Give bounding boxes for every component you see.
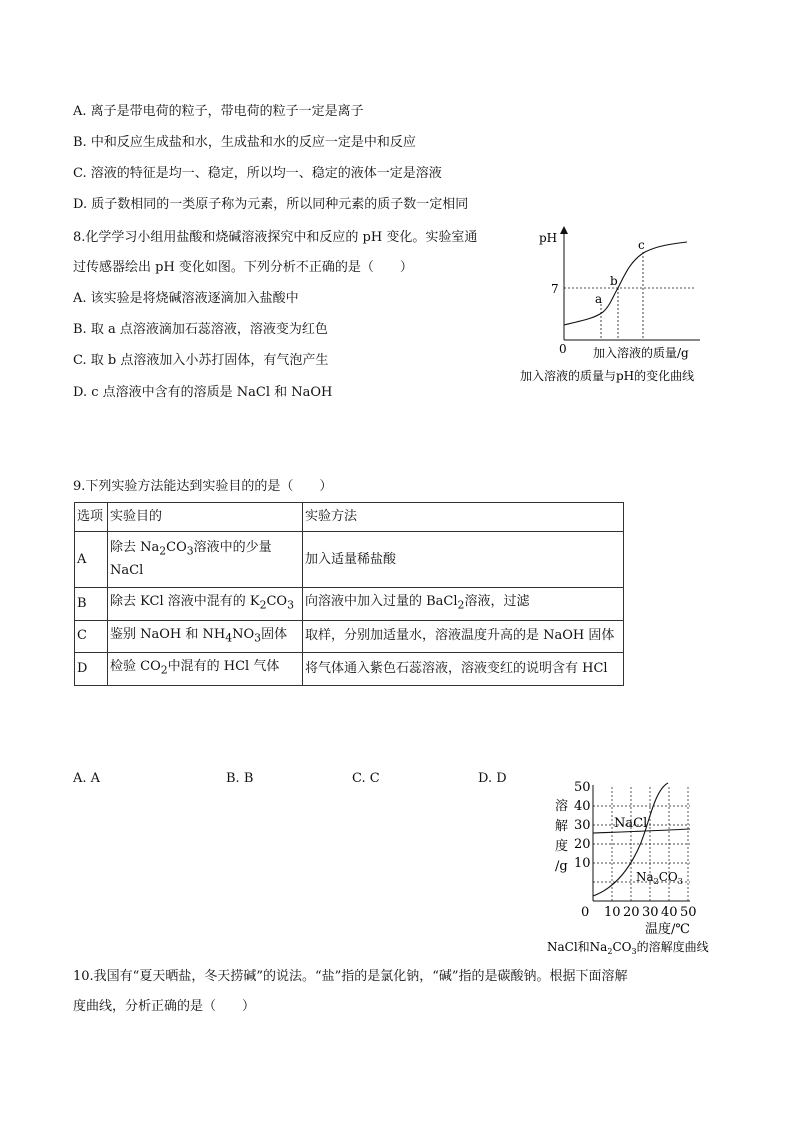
q7-option-a: A. 离子是带电荷的粒子，带电荷的粒子一定是离子 <box>73 104 364 119</box>
sol-y-tick-10: 10 <box>574 856 591 871</box>
q9-table <box>74 502 624 686</box>
ph-point-c: c <box>638 238 645 252</box>
row-method: 加入适量稀盐酸 <box>303 532 624 588</box>
header-goal: 实验目的 <box>108 503 303 532</box>
table-row <box>75 588 624 621</box>
na2co3-label: $Na_2CO_3$ <box>636 870 683 886</box>
ph-tick-7: 7 <box>551 282 559 296</box>
q10-stem-line1: 10.我国有“夏天晒盐，冬天捞碱”的说法。“盐”指的是氯化钠，“碱”指的是碳酸钠。根据下面溶解 <box>73 969 628 984</box>
row-method: 向溶液中加入过量的 BaCl$_2$溶液，过滤 <box>303 588 624 621</box>
ph-y-label: pH <box>539 231 558 245</box>
sol-x-tick-50: 50 <box>680 905 697 920</box>
sol-y-label-2: 解 <box>555 819 569 834</box>
q9-answer-a: A. A <box>73 771 101 786</box>
ph-origin: 0 <box>559 342 567 356</box>
ph-x-label: 加入溶液的质量/g <box>593 346 689 360</box>
header-option: 选项 <box>75 503 108 532</box>
q9-answer-c: C. C <box>352 771 380 786</box>
row-goal: 除去 KCl 溶液中混有的 $K_2CO_3$ <box>108 588 303 621</box>
q7-option-d: D. 质子数相同的一类原子称为元素，所以同种元素的质子数一定相同 <box>73 197 469 212</box>
solubility-chart <box>540 773 740 958</box>
nacl-label: NaCl <box>614 816 648 831</box>
ph-caption: 加入溶液的质量与pH的变化曲线 <box>520 369 695 383</box>
sol-y-tick-40: 40 <box>574 799 591 814</box>
header-method: 实验方法 <box>303 503 624 532</box>
sol-x-label: 温度/℃ <box>645 922 690 937</box>
row-option: C <box>75 620 108 653</box>
row-goal: 除去 $Na_2CO_3$溶液中的少量 NaCl <box>108 532 303 588</box>
table-row <box>75 532 624 588</box>
row-goal: 检验 $CO_2$中混有的 HCl 气体 <box>108 653 303 686</box>
q7-option-b: B. 中和反应生成盐和水，生成盐和水的反应一定是中和反应 <box>73 135 416 150</box>
sol-x-tick-20: 20 <box>623 905 640 920</box>
q8-stem-line2: 过传感器绘出 pH 变化如图。下列分析不正确的是（ ） <box>73 260 413 275</box>
q7-option-c: C. 溶液的特征是均一、稳定，所以均一、稳定的液体一定是溶液 <box>73 166 442 181</box>
sol-origin: 0 <box>581 905 590 920</box>
table-row <box>75 620 624 653</box>
row-goal: 鉴别 NaOH 和 $NH_4NO_3$固体 <box>108 620 303 653</box>
q8-stem-line1: 8.化学学习小组用盐酸和烧碱溶液探究中和反应的 pH 变化。实验室通 <box>73 230 478 245</box>
sol-x-tick-40: 40 <box>661 905 678 920</box>
table-header-row <box>75 503 624 532</box>
sol-y-tick-20: 20 <box>574 837 591 852</box>
q10-stem-line2: 度曲线，分析正确的是（ ） <box>73 999 256 1014</box>
sol-x-tick-30: 30 <box>642 905 659 920</box>
row-method: 取样，分别加适量水，溶液温度升高的是 NaOH 固体 <box>303 620 624 653</box>
ph-curve-chart <box>515 222 745 387</box>
sol-y-tick-30: 30 <box>574 818 591 833</box>
row-option: B <box>75 588 108 621</box>
sol-y-tick-50: 50 <box>574 780 591 795</box>
q8-option-a: A. 该实验是将烧碱溶液逐滴加入盐酸中 <box>73 291 299 306</box>
sol-y-label-3: 度 <box>555 839 569 854</box>
row-option: A <box>75 532 108 588</box>
q9-stem: 9.下列实验方法能达到实验目的的是（ ） <box>73 479 333 494</box>
q9-answer-b: B. B <box>226 771 254 786</box>
ph-point-b: b <box>610 274 618 288</box>
sol-x-tick-10: 10 <box>604 905 621 920</box>
ph-point-a: a <box>595 292 603 306</box>
q8-option-d: D. c 点溶液中含有的溶质是 NaCl 和 NaOH <box>73 385 333 400</box>
q9-answer-d: D. D <box>478 771 507 786</box>
table-row <box>75 653 624 686</box>
ph-curve <box>564 242 687 325</box>
q8-option-b: B. 取 a 点溶液滴加石蕊溶液，溶液变为红色 <box>73 322 328 337</box>
sol-caption: NaCl和$Na_2CO_3$的溶解度曲线 <box>547 940 709 956</box>
row-method: 将气体通入紫色石蕊溶液，溶液变红的说明含有 HCl <box>303 653 624 686</box>
sol-y-label-1: 溶 <box>555 799 569 814</box>
sol-y-label-4: /g <box>555 859 568 874</box>
q8-option-c: C. 取 b 点溶液加入小苏打固体，有气泡产生 <box>73 353 329 368</box>
row-option: D <box>75 653 108 686</box>
